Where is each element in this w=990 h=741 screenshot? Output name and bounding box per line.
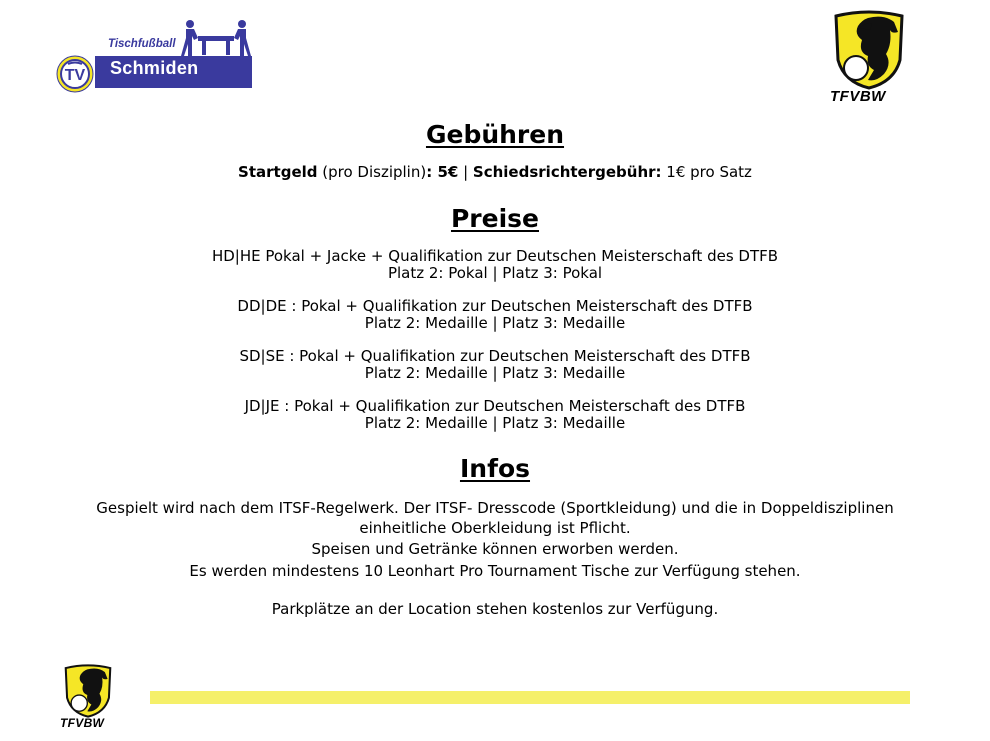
tfvbw-footer-logo-text: TFVBW [60,716,105,730]
tfvbw-cat-icon [828,10,910,90]
startgeld-note: (pro Disziplin) [317,163,427,181]
prize-line: Platz 2: Medaille | Platz 3: Medaille [364,364,626,382]
info-line: Speisen und Getränke können erworben werden. [311,540,679,558]
tfvbw-cat-icon [60,664,116,718]
prize-line: Platz 2: Medaille | Platz 3: Medaille [364,414,626,432]
tsv-logo-subtitle: Tischfußball [108,38,176,50]
infos-title: Infos [459,454,531,483]
info-line: Parkplätze an der Location stehen kostenlos zur Verfügung. [271,600,719,618]
tsv-emblem-icon [56,55,94,93]
svg-text:TV: TV [64,67,86,84]
prize-line: Platz 2: Medaille | Platz 3: Medaille [364,314,626,332]
footer-bar [150,691,910,704]
info-line: Es werden mindestens 10 Leonhart Pro Tournament Tische zur Verfügung stehen. [189,562,801,580]
prize-line: JD|JE : Pokal + Qualifikation zur Deutschen Meisterschaft des DTFB [244,397,746,415]
startgeld-value: : 5€ [426,163,459,181]
info-line: Gespielt wird nach dem ITSF-Regelwerk. Der ITSF- Dresscode (Sportkleidung) und die in Doppeldisziplinen [96,499,894,517]
prize-line: DD|DE : Pokal + Qualifikation zur Deutschen Meisterschaft des DTFB [237,297,753,315]
startgeld-label: Startgeld [238,163,318,181]
prize-line: Platz 2: Pokal | Platz 3: Pokal [387,264,603,282]
referee-value: 1€ pro Satz [661,163,752,181]
fees-title: Gebühren [425,120,565,149]
tsv-logo-name: Schmiden [110,58,199,78]
fees-line [0,164,990,181]
info-line: einheitliche Oberkleidung ist Pflicht. [359,519,631,537]
foosball-players-icon [180,18,252,58]
prize-line: SD|SE : Pokal + Qualifikation zur Deutschen Meisterschaft des DTFB [239,347,751,365]
prizes-title: Preise [450,204,539,233]
tfvbw-logo-text: TFVBW [830,88,886,105]
referee-label: Schiedsrichtergebühr: [472,163,662,181]
fees-separator: | [458,163,473,181]
prize-line: HD|HE Pokal + Jacke + Qualifikation zur Deutschen Meisterschaft des DTFB [211,247,779,265]
